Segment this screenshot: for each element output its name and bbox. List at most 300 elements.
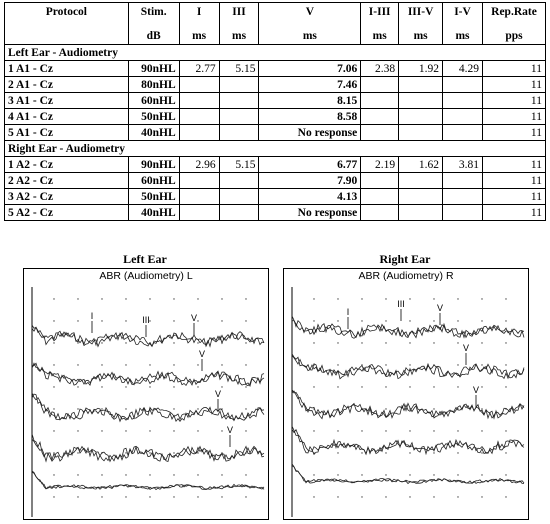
header-cell: ms bbox=[443, 24, 483, 45]
grid-dot bbox=[409, 386, 410, 387]
peak-marker-label: V bbox=[436, 303, 444, 313]
grid-dot bbox=[197, 298, 198, 299]
header-cell: ms bbox=[179, 24, 219, 45]
section-spacer bbox=[219, 45, 259, 61]
grid-dot bbox=[221, 320, 222, 321]
grid-dot bbox=[313, 474, 314, 475]
grid-dot bbox=[385, 430, 386, 431]
grid-dot bbox=[149, 430, 150, 431]
grid-dot bbox=[361, 430, 362, 431]
grid-dot bbox=[313, 496, 314, 497]
cell-iii-v bbox=[399, 77, 443, 93]
header-cell: dB bbox=[128, 24, 179, 45]
peak-marker-label: I bbox=[90, 311, 94, 321]
grid-dot bbox=[101, 342, 102, 343]
grid-dot bbox=[53, 320, 54, 321]
cell-i-v bbox=[443, 173, 483, 189]
section-spacer bbox=[128, 141, 179, 157]
cell-i-iii bbox=[361, 173, 399, 189]
section-title: Right Ear - Audiometry bbox=[5, 141, 129, 157]
grid-dot bbox=[53, 386, 54, 387]
section-spacer bbox=[179, 141, 219, 157]
cell-i-v: 4.29 bbox=[443, 61, 483, 77]
grid-dot bbox=[337, 474, 338, 475]
grid-dot bbox=[481, 408, 482, 409]
right-ear-title: Right Ear bbox=[379, 252, 431, 266]
cell-i bbox=[179, 189, 219, 205]
grid-dot bbox=[409, 452, 410, 453]
cell-rate: 11 bbox=[482, 125, 545, 141]
grid-dot bbox=[125, 320, 126, 321]
grid-dot bbox=[125, 386, 126, 387]
cell-i: 2.77 bbox=[179, 61, 219, 77]
section-spacer bbox=[259, 141, 361, 157]
waveform-trace bbox=[32, 439, 264, 461]
grid-dot bbox=[409, 298, 410, 299]
waveform-trace bbox=[292, 464, 524, 484]
grid-dot bbox=[409, 364, 410, 365]
grid-dot bbox=[221, 496, 222, 497]
grid-dot bbox=[125, 408, 126, 409]
grid-dot bbox=[197, 320, 198, 321]
grid-dot bbox=[197, 474, 198, 475]
cell-protocol: 2 A2 - Cz bbox=[5, 173, 129, 189]
grid-dot bbox=[125, 364, 126, 365]
grid-dot bbox=[173, 452, 174, 453]
table-row bbox=[5, 205, 546, 221]
grid-dot bbox=[149, 496, 150, 497]
grid-dot bbox=[245, 386, 246, 387]
grid-dot bbox=[125, 430, 126, 431]
cell-i bbox=[179, 205, 219, 221]
grid-dot bbox=[481, 320, 482, 321]
waveform-trace bbox=[32, 363, 264, 386]
grid-dot bbox=[101, 496, 102, 497]
cell-i-iii: 2.38 bbox=[361, 61, 399, 77]
grid-dot bbox=[457, 386, 458, 387]
grid-dot bbox=[505, 298, 506, 299]
grid-dot bbox=[77, 320, 78, 321]
cell-i bbox=[179, 125, 219, 141]
grid-dot bbox=[337, 342, 338, 343]
grid-dot bbox=[53, 408, 54, 409]
grid-dot bbox=[433, 474, 434, 475]
cell-iii bbox=[219, 189, 259, 205]
grid-dot bbox=[409, 474, 410, 475]
header-cell: V bbox=[259, 3, 361, 25]
grid-dot bbox=[433, 452, 434, 453]
cell-v: 6.77 bbox=[259, 157, 361, 173]
cell-protocol: 4 A1 - Cz bbox=[5, 109, 129, 125]
grid-dot bbox=[77, 342, 78, 343]
grid-dot bbox=[313, 298, 314, 299]
cell-iii-v bbox=[399, 125, 443, 141]
cell-rate: 11 bbox=[482, 109, 545, 125]
grid-dot bbox=[385, 452, 386, 453]
grid-dot bbox=[149, 364, 150, 365]
grid-dot bbox=[173, 430, 174, 431]
grid-dot bbox=[505, 386, 506, 387]
grid-dot bbox=[385, 298, 386, 299]
grid-dot bbox=[221, 386, 222, 387]
section-spacer bbox=[361, 141, 399, 157]
grid-dot bbox=[505, 474, 506, 475]
cell-i bbox=[179, 173, 219, 189]
grid-dot bbox=[149, 386, 150, 387]
grid-dot bbox=[101, 320, 102, 321]
grid-dot bbox=[457, 364, 458, 365]
grid-dot bbox=[481, 496, 482, 497]
cell-i-v bbox=[443, 125, 483, 141]
cell-iii bbox=[219, 109, 259, 125]
cell-i-iii bbox=[361, 77, 399, 93]
grid-dot bbox=[245, 474, 246, 475]
grid-dot bbox=[337, 452, 338, 453]
grid-dot bbox=[433, 298, 434, 299]
cell-protocol: 5 A2 - Cz bbox=[5, 205, 129, 221]
cell-stim: 50nHL bbox=[128, 189, 179, 205]
peak-marker-label: III bbox=[397, 299, 405, 309]
header-cell: Stim. bbox=[128, 3, 179, 25]
cell-i bbox=[179, 109, 219, 125]
grid-dot bbox=[313, 342, 314, 343]
grid-dot bbox=[149, 298, 150, 299]
grid-dot bbox=[245, 364, 246, 365]
grid-dot bbox=[101, 430, 102, 431]
cell-v: 8.58 bbox=[259, 109, 361, 125]
grid-dot bbox=[221, 430, 222, 431]
waveform-trace bbox=[32, 472, 264, 490]
cell-iii bbox=[219, 173, 259, 189]
waveform-trace bbox=[32, 325, 264, 347]
cell-stim: 80nHL bbox=[128, 77, 179, 93]
cell-i: 2.96 bbox=[179, 157, 219, 173]
section-spacer bbox=[219, 141, 259, 157]
grid-dot bbox=[505, 342, 506, 343]
section-spacer bbox=[259, 45, 361, 61]
section-spacer bbox=[179, 45, 219, 61]
header-cell: pps bbox=[482, 24, 545, 45]
section-spacer bbox=[482, 141, 545, 157]
grid-dot bbox=[197, 496, 198, 497]
grid-dot bbox=[53, 298, 54, 299]
grid-dot bbox=[221, 474, 222, 475]
grid-dot bbox=[53, 496, 54, 497]
peak-marker-label: V bbox=[462, 343, 470, 353]
cell-v: 7.06 bbox=[259, 61, 361, 77]
right-ear-waveform-panel bbox=[283, 268, 529, 520]
cell-protocol: 2 A1 - Cz bbox=[5, 77, 129, 93]
grid-dot bbox=[173, 364, 174, 365]
grid-dot bbox=[505, 452, 506, 453]
grid-dot bbox=[337, 320, 338, 321]
grid-dot bbox=[245, 496, 246, 497]
cell-i bbox=[179, 77, 219, 93]
grid-dot bbox=[361, 496, 362, 497]
table-header-row bbox=[5, 3, 546, 25]
cell-i-iii bbox=[361, 93, 399, 109]
header-cell: ms bbox=[361, 24, 399, 45]
cell-stim: 50nHL bbox=[128, 109, 179, 125]
cell-i-iii: 2.19 bbox=[361, 157, 399, 173]
grid-dot bbox=[149, 474, 150, 475]
grid-dot bbox=[385, 320, 386, 321]
grid-dot bbox=[173, 342, 174, 343]
waveform-trace bbox=[292, 426, 524, 454]
grid-dot bbox=[125, 474, 126, 475]
grid-dot bbox=[245, 408, 246, 409]
grid-dot bbox=[197, 364, 198, 365]
header-cell: ms bbox=[219, 24, 259, 45]
grid-dot bbox=[337, 298, 338, 299]
grid-dot bbox=[433, 496, 434, 497]
table-header-row bbox=[5, 24, 546, 45]
cell-i-iii bbox=[361, 109, 399, 125]
grid-dot bbox=[433, 342, 434, 343]
grid-dot bbox=[313, 320, 314, 321]
table-row bbox=[5, 93, 546, 109]
header-cell: III bbox=[219, 3, 259, 25]
grid-dot bbox=[361, 386, 362, 387]
cell-iii bbox=[219, 205, 259, 221]
grid-dot bbox=[77, 430, 78, 431]
grid-dot bbox=[433, 430, 434, 431]
grid-dot bbox=[77, 408, 78, 409]
grid-dot bbox=[101, 408, 102, 409]
cell-stim: 40nHL bbox=[128, 205, 179, 221]
table-row bbox=[5, 125, 546, 141]
cell-protocol: 5 A1 - Cz bbox=[5, 125, 129, 141]
header-cell: III-V bbox=[399, 3, 443, 25]
grid-dot bbox=[481, 298, 482, 299]
grid-dot bbox=[53, 364, 54, 365]
peak-marker-label: V bbox=[226, 425, 234, 435]
cell-v: 4.13 bbox=[259, 189, 361, 205]
left-panel-label: ABR (Audiometry) L bbox=[99, 270, 193, 282]
cell-i-v bbox=[443, 109, 483, 125]
grid-dot bbox=[385, 408, 386, 409]
grid-dot bbox=[173, 386, 174, 387]
grid-dot bbox=[481, 364, 482, 365]
grid-dot bbox=[245, 430, 246, 431]
grid-dot bbox=[481, 386, 482, 387]
grid-dot bbox=[505, 320, 506, 321]
table-row bbox=[5, 157, 546, 173]
cell-i-v: 3.81 bbox=[443, 157, 483, 173]
grid-dot bbox=[409, 320, 410, 321]
cell-v: 7.46 bbox=[259, 77, 361, 93]
grid-dot bbox=[53, 430, 54, 431]
grid-dot bbox=[433, 386, 434, 387]
peak-marker-label: I bbox=[346, 307, 350, 317]
grid-dot bbox=[245, 320, 246, 321]
grid-dot bbox=[457, 496, 458, 497]
right-panel-label: ABR (Audiometry) R bbox=[358, 270, 454, 282]
grid-dot bbox=[173, 320, 174, 321]
cell-i-v bbox=[443, 189, 483, 205]
table-row bbox=[5, 61, 546, 77]
header-cell: I-III bbox=[361, 3, 399, 25]
grid-dot bbox=[337, 386, 338, 387]
cell-i bbox=[179, 93, 219, 109]
cell-rate: 11 bbox=[482, 205, 545, 221]
peak-marker-label: V bbox=[198, 349, 206, 359]
cell-rate: 11 bbox=[482, 61, 545, 77]
grid-dot bbox=[245, 298, 246, 299]
cell-v: No response bbox=[259, 205, 361, 221]
section-spacer bbox=[399, 141, 443, 157]
grid-dot bbox=[221, 364, 222, 365]
grid-dot bbox=[385, 474, 386, 475]
cell-i-v bbox=[443, 205, 483, 221]
grid-dot bbox=[361, 452, 362, 453]
cell-iii-v bbox=[399, 109, 443, 125]
grid-dot bbox=[385, 342, 386, 343]
grid-dot bbox=[457, 474, 458, 475]
grid-dot bbox=[409, 342, 410, 343]
grid-dot bbox=[77, 474, 78, 475]
grid-dot bbox=[197, 452, 198, 453]
cell-stim: 40nHL bbox=[128, 125, 179, 141]
section-spacer bbox=[128, 45, 179, 61]
waveform-trace bbox=[32, 394, 264, 421]
left-ear-waveform-panel bbox=[23, 268, 269, 520]
cell-iii bbox=[219, 125, 259, 141]
cell-protocol: 1 A2 - Cz bbox=[5, 157, 129, 173]
grid-dot bbox=[197, 386, 198, 387]
grid-dot bbox=[337, 430, 338, 431]
cell-i-v bbox=[443, 77, 483, 93]
grid-dot bbox=[101, 298, 102, 299]
cell-protocol: 3 A2 - Cz bbox=[5, 189, 129, 205]
grid-dot bbox=[457, 298, 458, 299]
grid-dot bbox=[245, 342, 246, 343]
cell-iii: 5.15 bbox=[219, 157, 259, 173]
grid-dot bbox=[409, 496, 410, 497]
grid-dot bbox=[385, 386, 386, 387]
waveform-trace bbox=[292, 355, 524, 378]
header-cell: Protocol bbox=[5, 3, 129, 25]
grid-dot bbox=[457, 430, 458, 431]
grid-dot bbox=[481, 474, 482, 475]
table-row bbox=[5, 109, 546, 125]
grid-dot bbox=[457, 320, 458, 321]
peak-marker-label: V bbox=[214, 389, 222, 399]
right-waveform-plot bbox=[284, 269, 528, 519]
grid-dot bbox=[125, 496, 126, 497]
grid-dot bbox=[385, 496, 386, 497]
table-row bbox=[5, 77, 546, 93]
cell-iii-v bbox=[399, 93, 443, 109]
header-cell: Rep.Rate bbox=[482, 3, 545, 25]
cell-rate: 11 bbox=[482, 189, 545, 205]
cell-v: No response bbox=[259, 125, 361, 141]
left-ear-title: Left Ear bbox=[123, 252, 167, 266]
grid-dot bbox=[337, 364, 338, 365]
grid-dot bbox=[173, 496, 174, 497]
grid-dot bbox=[361, 342, 362, 343]
section-spacer bbox=[361, 45, 399, 61]
grid-dot bbox=[173, 474, 174, 475]
grid-dot bbox=[197, 342, 198, 343]
cell-stim: 60nHL bbox=[128, 173, 179, 189]
grid-dot bbox=[433, 320, 434, 321]
grid-dot bbox=[337, 496, 338, 497]
grid-dot bbox=[77, 452, 78, 453]
cell-protocol: 3 A1 - Cz bbox=[5, 93, 129, 109]
grid-dot bbox=[409, 430, 410, 431]
section-spacer bbox=[443, 141, 483, 157]
abr-results-table bbox=[4, 2, 546, 221]
section-spacer bbox=[443, 45, 483, 61]
cell-iii-v: 1.92 bbox=[399, 61, 443, 77]
grid-dot bbox=[53, 342, 54, 343]
grid-dot bbox=[101, 474, 102, 475]
section-row bbox=[5, 141, 546, 157]
header-cell: ms bbox=[259, 24, 361, 45]
waveform-trace bbox=[292, 389, 524, 418]
grid-dot bbox=[505, 430, 506, 431]
grid-dot bbox=[77, 298, 78, 299]
section-row bbox=[5, 45, 546, 61]
cell-rate: 11 bbox=[482, 157, 545, 173]
cell-iii: 5.15 bbox=[219, 61, 259, 77]
cell-stim: 90nHL bbox=[128, 61, 179, 77]
grid-dot bbox=[125, 342, 126, 343]
cell-i-v bbox=[443, 93, 483, 109]
grid-dot bbox=[197, 408, 198, 409]
header-cell: ms bbox=[399, 24, 443, 45]
peak-marker-label: V bbox=[472, 385, 480, 395]
cell-stim: 90nHL bbox=[128, 157, 179, 173]
left-waveform-plot bbox=[24, 269, 268, 519]
cell-v: 8.15 bbox=[259, 93, 361, 109]
grid-dot bbox=[481, 452, 482, 453]
grid-dot bbox=[125, 298, 126, 299]
grid-dot bbox=[433, 408, 434, 409]
cell-rate: 11 bbox=[482, 77, 545, 93]
grid-dot bbox=[149, 452, 150, 453]
waveform-trace bbox=[32, 434, 264, 462]
cell-i-iii bbox=[361, 189, 399, 205]
grid-dot bbox=[77, 386, 78, 387]
grid-dot bbox=[101, 364, 102, 365]
cell-rate: 11 bbox=[482, 173, 545, 189]
cell-iii bbox=[219, 93, 259, 109]
grid-dot bbox=[385, 364, 386, 365]
grid-dot bbox=[125, 452, 126, 453]
cell-protocol: 1 A1 - Cz bbox=[5, 61, 129, 77]
cell-stim: 60nHL bbox=[128, 93, 179, 109]
grid-dot bbox=[361, 320, 362, 321]
grid-dot bbox=[361, 474, 362, 475]
grid-dot bbox=[313, 386, 314, 387]
grid-dot bbox=[361, 298, 362, 299]
cell-v: 7.90 bbox=[259, 173, 361, 189]
grid-dot bbox=[457, 342, 458, 343]
section-spacer bbox=[482, 45, 545, 61]
waveform-trace bbox=[32, 363, 264, 385]
grid-dot bbox=[53, 474, 54, 475]
grid-dot bbox=[457, 452, 458, 453]
grid-dot bbox=[313, 430, 314, 431]
grid-dot bbox=[505, 364, 506, 365]
grid-dot bbox=[221, 298, 222, 299]
section-title: Left Ear - Audiometry bbox=[5, 45, 129, 61]
grid-dot bbox=[481, 342, 482, 343]
grid-dot bbox=[173, 408, 174, 409]
cell-iii-v: 1.62 bbox=[399, 157, 443, 173]
